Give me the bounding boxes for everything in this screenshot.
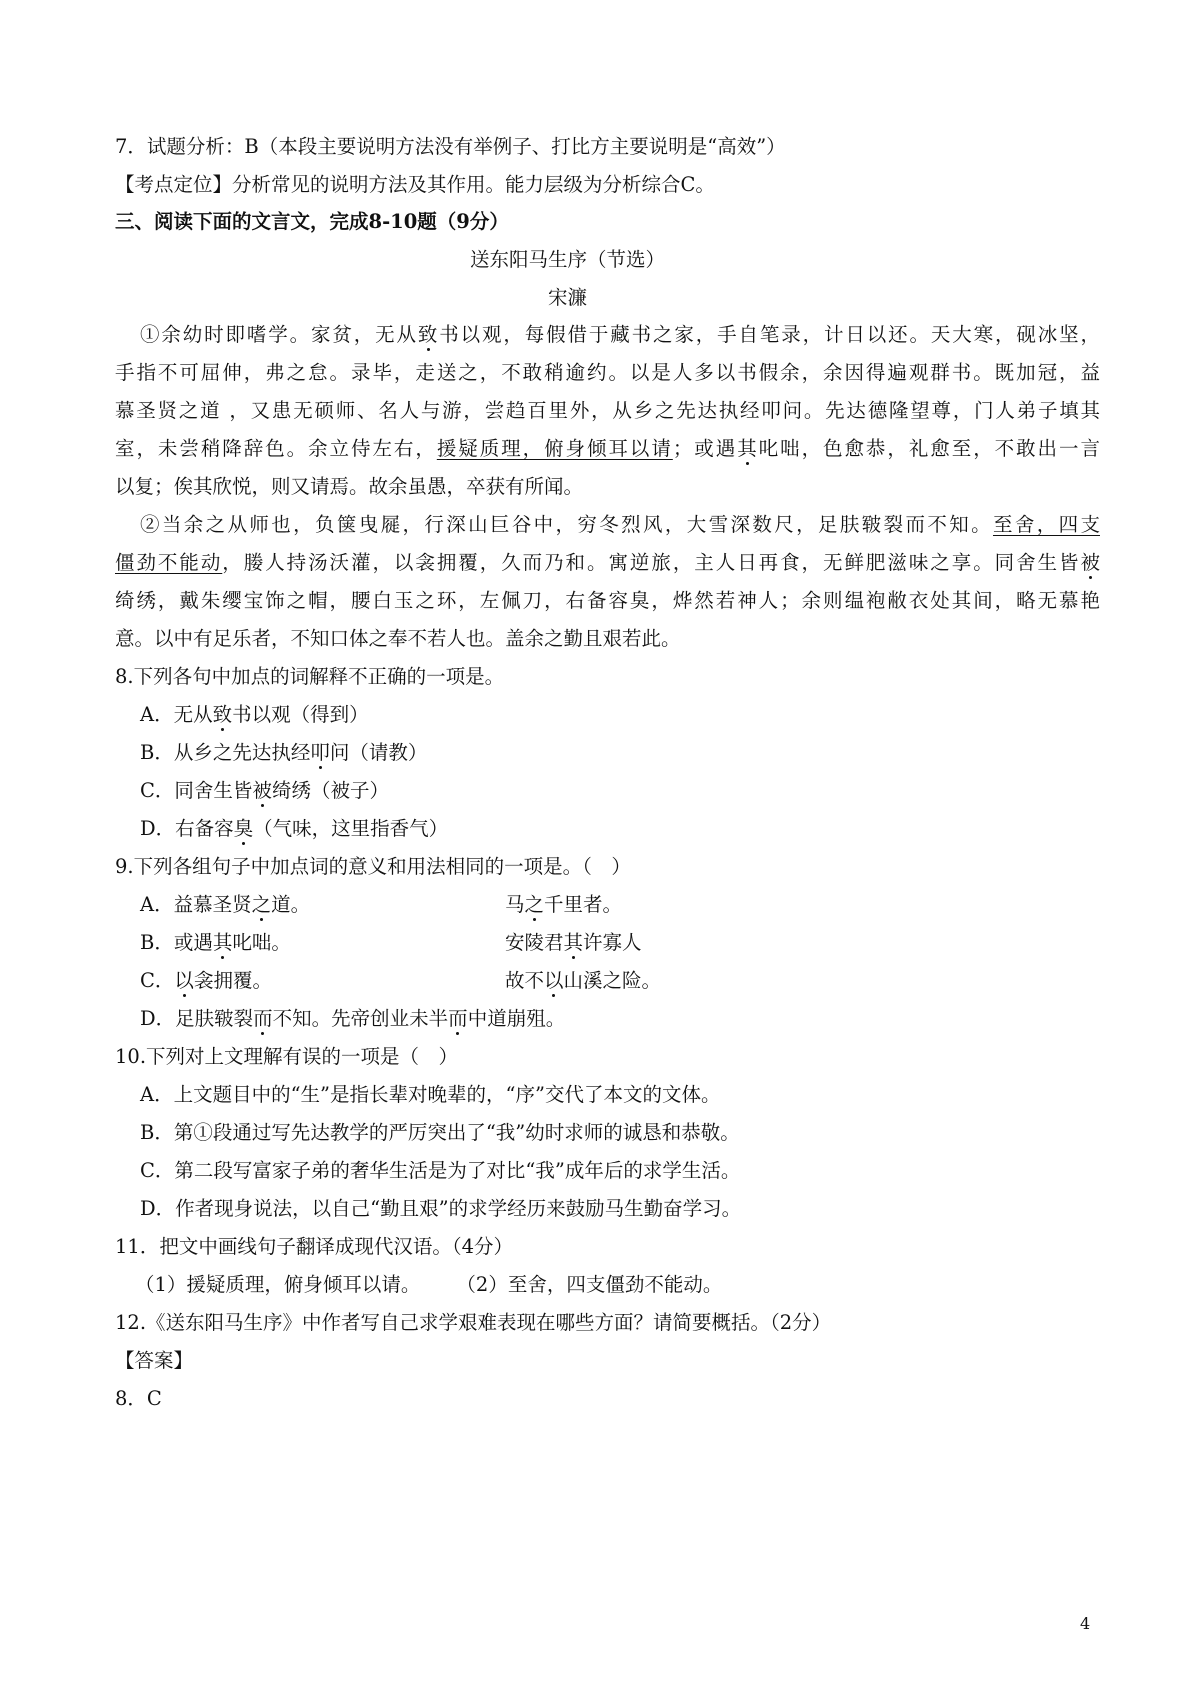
q8-option-c	[140, 776, 1125, 806]
passage-p2-line1	[140, 510, 1100, 540]
q9-option-b	[140, 928, 1125, 958]
passage-p2-line2	[115, 548, 1100, 578]
text-span: B．或遇	[140, 931, 213, 954]
dotted-char: 叩	[310, 741, 330, 764]
q11-item-2: （2）至舍，四支僵劲不能动。	[456, 1273, 723, 1296]
q12-stem: 12.《送东阳马生序》中作者写自己求学艰难表现在哪些方面？请简要概括。（2分）	[115, 1311, 832, 1334]
dotted-char: 臭	[233, 817, 254, 840]
answer-heading: 【答案】	[115, 1349, 194, 1372]
dotted-char: 被	[1080, 551, 1100, 574]
passage-p1-line1	[140, 320, 1100, 350]
text-span: 叱咄。	[232, 931, 291, 954]
text-span: ②当余之从师也，负箧曳屣，行深山巨谷中，穷冬烈风，大雪深数尺，足肤皲裂而不知。	[140, 513, 993, 536]
text-span: 山溪之险。	[563, 969, 662, 992]
text-span: 许寡人	[583, 931, 642, 954]
text-span: D．足肤皲裂	[140, 1007, 254, 1030]
passage-title: 送东阳马生序（节选）	[469, 248, 665, 271]
q9-option-c	[140, 966, 1125, 996]
q11-stem: 11．把文中画线句子翻译成现代汉语。（4分）	[115, 1235, 513, 1258]
dotted-char: 致	[212, 703, 233, 726]
answer-8: 8．C	[115, 1387, 162, 1410]
underlined-sentence: 援疑质理，俯身倾耳以请	[436, 437, 673, 460]
text-span: 安陵君	[505, 931, 564, 954]
text-span: 道。	[271, 893, 311, 916]
q7-analysis: 7．试题分析：B（本段主要说明方法没有举例子、打比方主要说明是“高效”）	[115, 135, 786, 158]
q10-option-a: A．上文题目中的“生”是指长辈对晚辈的，“序”交代了本文的文体。	[140, 1083, 721, 1106]
dotted-char: 之	[251, 893, 272, 916]
text-span: 室，未尝稍降辞色。余立侍左右，	[115, 437, 437, 460]
text-span: D．右备容	[140, 817, 234, 840]
passage-p1-line3: 慕圣贤之道 ，又患无硕师、名人与游，尝趋百里外，从乡之先达执经叩问。先达德隆望尊，门人弟子填其	[115, 399, 1100, 422]
text-span: ；或遇	[672, 437, 738, 460]
underlined-sentence: 僵劲不能动	[115, 551, 223, 574]
text-span: ①余幼时即嗜学。家贫，无从	[140, 323, 418, 346]
text-span: 不知。先帝创业未半	[272, 1007, 449, 1030]
text-span: 叱咄，色愈恭，礼愈至，不敢出一言	[758, 437, 1100, 460]
q8-option-a	[140, 700, 1125, 730]
q7-kaodian: 【考点定位】分析常见的说明方法及其作用。能力层级为分析综合C。	[115, 173, 715, 196]
dotted-char: 以	[544, 969, 564, 992]
text-span: 中道崩殂。	[467, 1007, 566, 1030]
q9-b-second	[505, 928, 642, 958]
passage-p1-line2: 手指不可屈伸，弗之怠。录毕，走送之，不敢稍逾约。以是人多以书假余，余因得遍观群书。既加冠，益	[115, 361, 1100, 384]
q9-stem: 9.下列各组句子中加点词的意义和用法相同的一项是。（ ）	[115, 855, 631, 878]
dotted-char: 以	[174, 969, 194, 992]
dotted-char: 其	[737, 437, 759, 460]
passage-p1-line5: 以复；俟其欣悦，则又请焉。故余虽愚，卒获有所闻。	[115, 475, 584, 498]
dotted-char: 而	[253, 1007, 273, 1030]
passage-author: 宋濂	[547, 286, 587, 309]
q11-item-1: （1）援疑质理，俯身倾耳以请。	[135, 1273, 421, 1296]
q8-stem: 8.下列各句中加点的词解释不正确的一项是。	[115, 665, 505, 688]
text-span: B．从乡之先达执经	[140, 741, 311, 764]
text-span: 故不	[505, 969, 545, 992]
q10-option-c: C．第二段写富家子弟的奢华生活是为了对比“我”成年后的求学生活。	[140, 1159, 741, 1182]
q8-option-b	[140, 738, 1125, 768]
text-span: 千里者。	[544, 893, 623, 916]
text-span: A．益慕圣贤	[140, 893, 252, 916]
text-span: 衾拥覆。	[193, 969, 272, 992]
page-number: 4	[1080, 1614, 1091, 1633]
text-span: 问（请教）	[329, 741, 428, 764]
q10-option-d: D．作者现身说法，以自己“勤且艰”的求学经历来鼓励马生勤奋学习。	[140, 1197, 742, 1220]
dotted-char: 其	[563, 931, 584, 954]
dotted-char: 被	[252, 779, 272, 802]
passage-p2-line3: 绮绣，戴朱缨宝饰之帽，腰白玉之环，左佩刀，右备容臭，烨然若神人；余则缊袍敝衣处其间，略无慕艳	[115, 589, 1100, 612]
q11-items	[135, 1270, 1120, 1300]
passage-p1-line4	[115, 434, 1100, 464]
q10-option-b: B．第①段通过写先达教学的严厉突出了“我”幼时求师的诚恳和恭敬。	[140, 1121, 740, 1144]
q9-option-d	[140, 1004, 1125, 1034]
text-span: C．同舍生皆	[140, 779, 253, 802]
text-span: 马	[505, 893, 525, 916]
underlined-sentence: 至舍，四支	[992, 513, 1100, 536]
text-span: 书以观，每假借于藏书之家，手自笔录，计日以还。天大寒，砚冰坚，	[439, 323, 1100, 346]
q9-c-second	[505, 966, 661, 996]
text-span: C．	[140, 969, 175, 992]
dotted-char: 而	[448, 1007, 468, 1030]
text-span: A．无从	[140, 703, 213, 726]
text-span: ，媵人持汤沃灌，以衾拥覆，久而乃和。寓逆旅，主人日再食，无鲜肥滋味之享。同舍生皆	[222, 551, 1081, 574]
text-span: （气味，这里指香气）	[253, 817, 449, 840]
text-span: 绮绣（被子）	[271, 779, 389, 802]
q9-option-a	[140, 890, 1125, 920]
section-heading: 三、阅读下面的文言文，完成8-10题（9分）	[115, 210, 509, 233]
dotted-char: 之	[524, 893, 545, 916]
q9-a-second	[505, 890, 622, 920]
q10-stem: 10.下列对上文理解有误的一项是（ ）	[115, 1045, 459, 1068]
dotted-char: 致	[417, 323, 440, 346]
passage-p2-line4: 意。以中有足乐者，不知口体之奉不若人也。盖余之勤且艰若此。	[115, 627, 681, 650]
text-span: 书以观（得到）	[232, 703, 369, 726]
dotted-char: 其	[212, 931, 233, 954]
q8-option-d	[140, 814, 1125, 844]
